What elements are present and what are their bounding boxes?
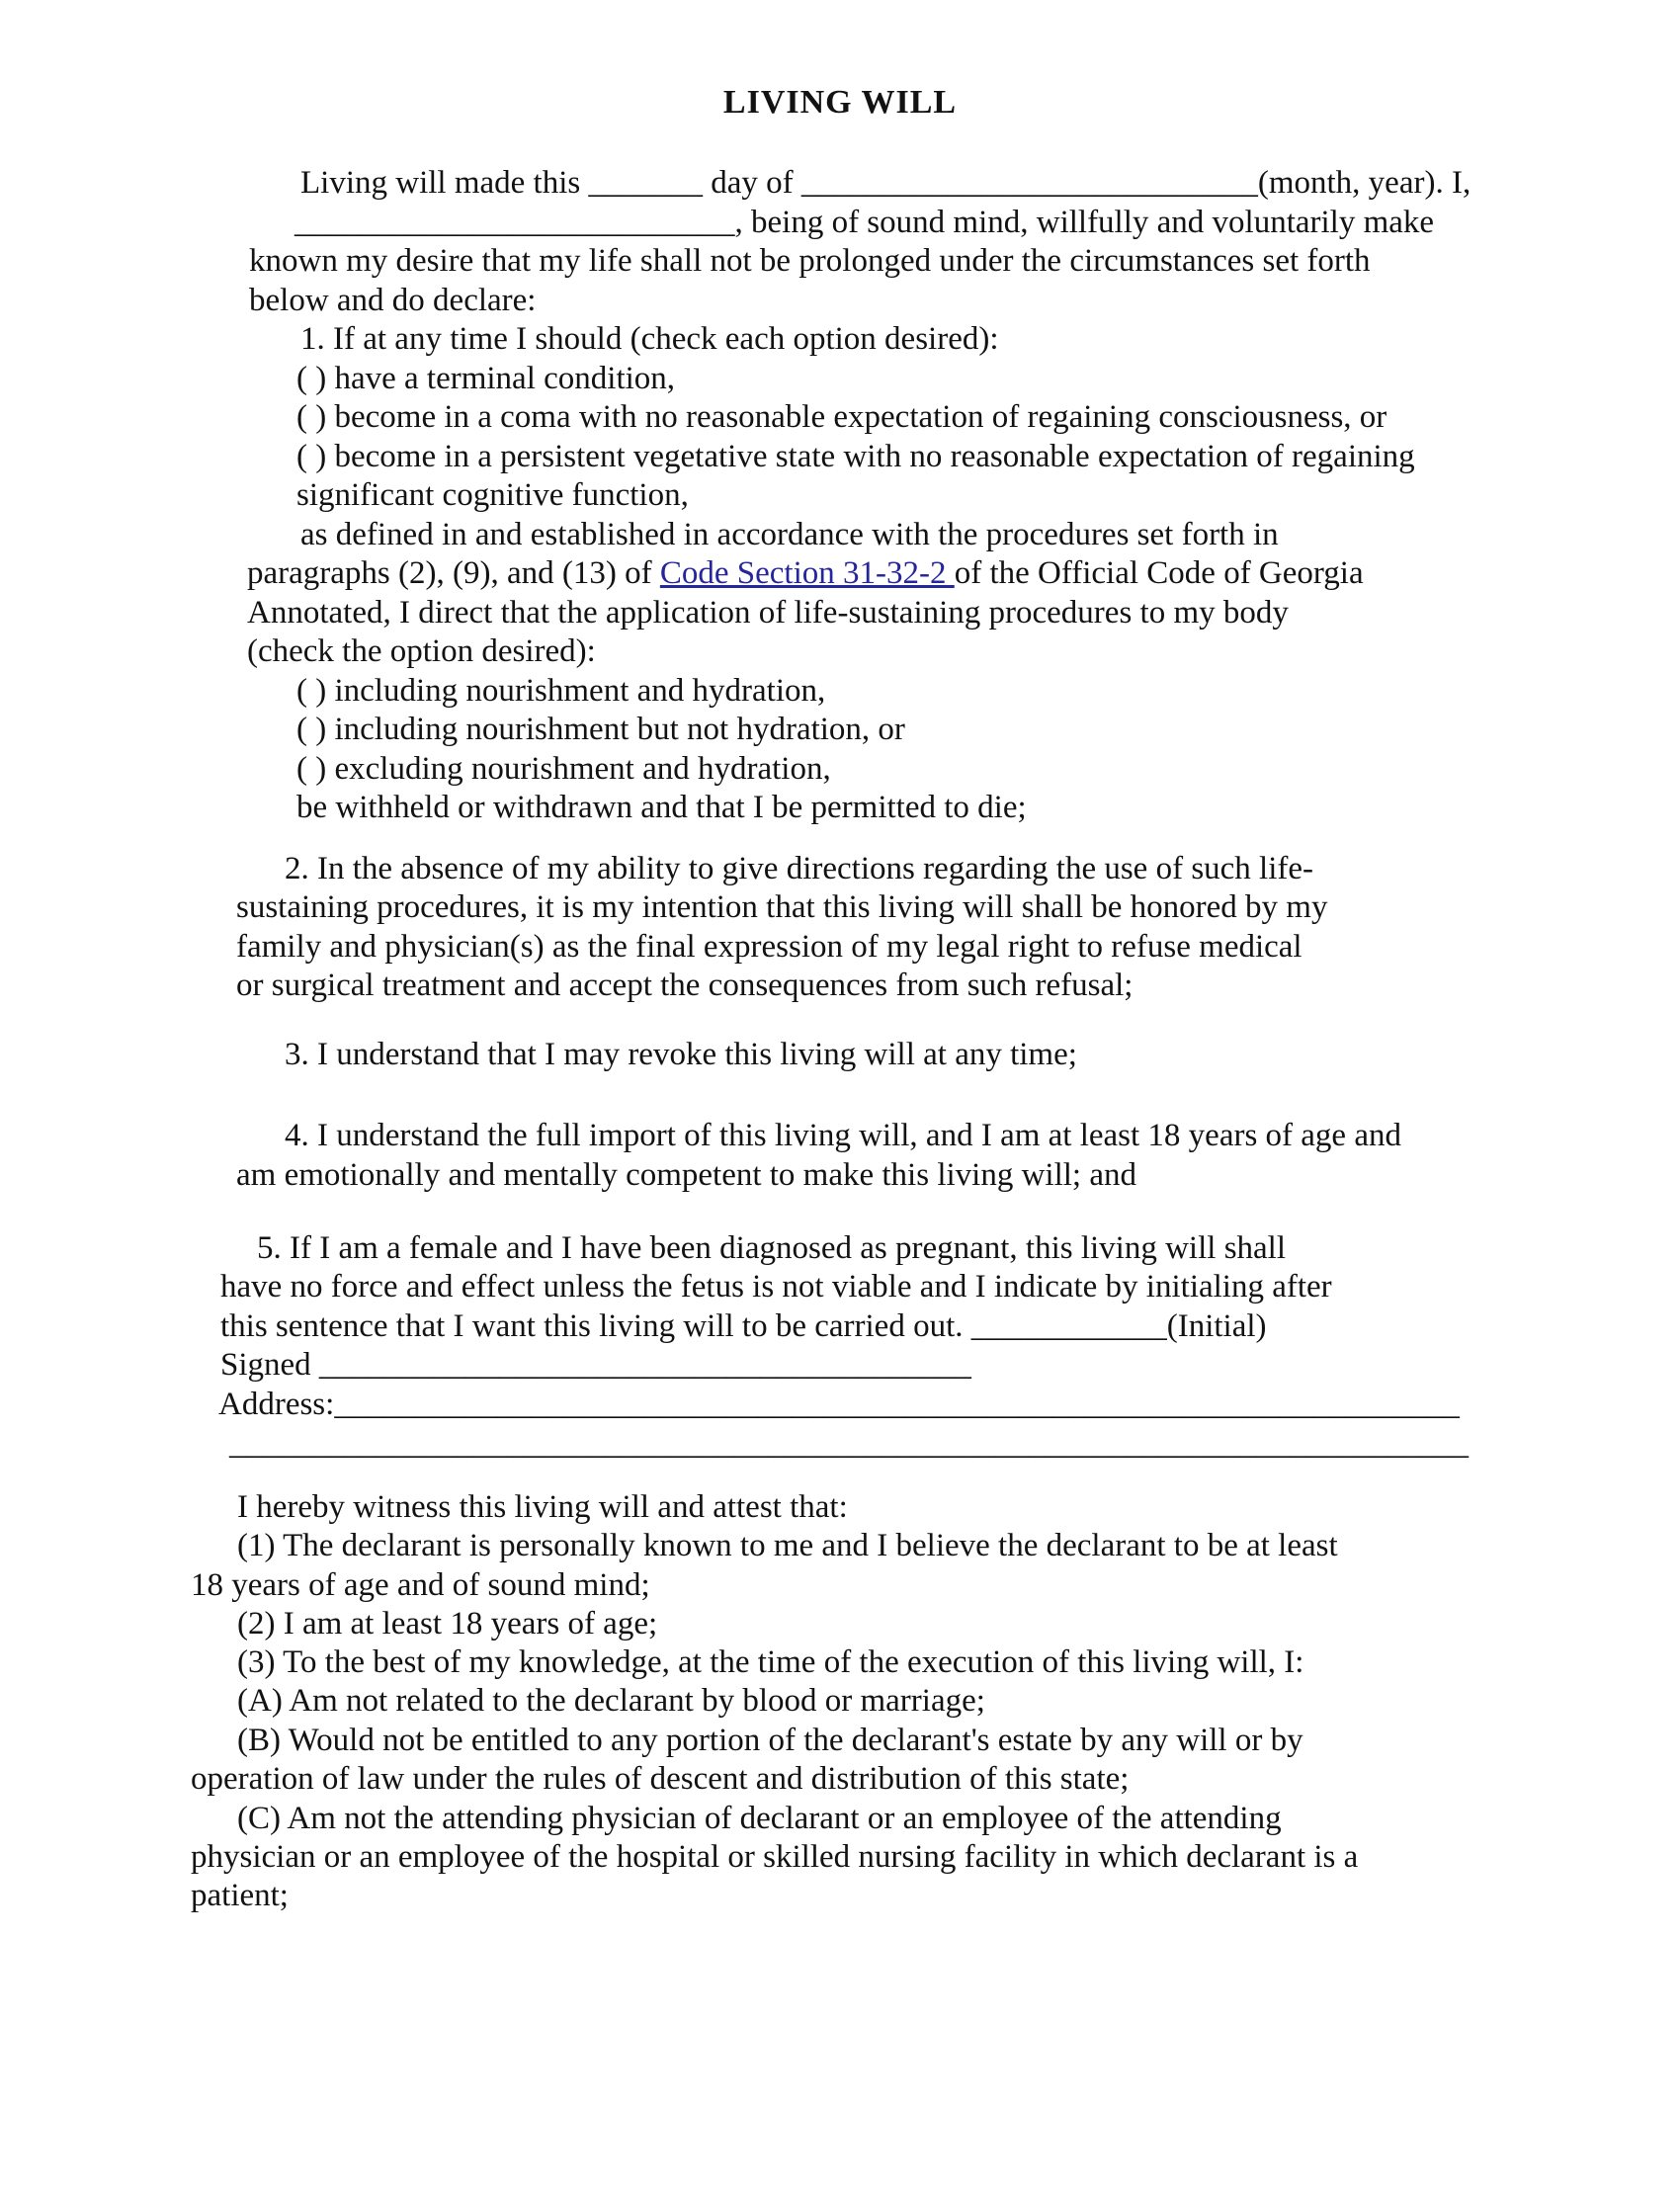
line-witness-3b2: operation of law under the rules of descent and distribution of this state;: [191, 1761, 1130, 1797]
option-terminal-condition: ( ) have a terminal condition,: [296, 361, 676, 396]
line-item1-header: 1. If at any time I should (check each option desired):: [300, 321, 999, 357]
line-item5-2: have no force and effect unless the fetus is not viable and I indicate by initialing after: [220, 1269, 1332, 1305]
line-item4-2: am emotionally and mentally competent to make this living will; and: [236, 1157, 1136, 1193]
line-witness-3c2: physician or an employee of the hospital or skilled nursing facility in which declarant is a: [191, 1839, 1359, 1875]
line-item3: 3. I understand that I may revoke this living will at any time;: [285, 1037, 1077, 1072]
line-witness-1a: (1) The declarant is personally known to me and I believe the declarant to be at least: [237, 1528, 1338, 1563]
line-item2-1: 2. In the absence of my ability to give directions regarding the use of such life-: [285, 851, 1314, 886]
line-code-reference: [247, 553, 1364, 593]
code-reference-pre: paragraphs (2), (9), and (13) of: [247, 555, 660, 591]
option-excluding-nourishment: ( ) excluding nourishment and hydration,: [296, 751, 831, 787]
option-nourishment-and-hydration: ( ) including nourishment and hydration,: [296, 673, 826, 709]
line-witness-3: (3) To the best of my knowledge, at the time of the execution of this living will, I:: [237, 1644, 1304, 1680]
line-witness-2: (2) I am at least 18 years of age;: [237, 1606, 658, 1642]
option-vegetative-state-cont: significant cognitive function,: [296, 477, 689, 513]
line-annotated: Annotated, I direct that the application of life-sustaining procedures to my body: [247, 595, 1289, 631]
line-as-defined: as defined in and established in accordance with the procedures set forth in: [300, 517, 1279, 552]
line-witness-3a: (A) Am not related to the declarant by blood or marriage;: [237, 1683, 985, 1719]
line-address-blank: Address:_____________________________________________________________________: [218, 1387, 1460, 1422]
line-be-withheld: be withheld or withdrawn and that I be permitted to die;: [296, 790, 1027, 825]
line-witness-3b1: (B) Would not be entitled to any portion of the declarant's estate by any will or by: [237, 1723, 1303, 1758]
code-section-link[interactable]: Code Section 31-32-2: [659, 555, 955, 591]
line-item2-4: or surgical treatment and accept the consequences from such refusal;: [236, 968, 1134, 1003]
line-item2-3: family and physician(s) as the final expression of my legal right to refuse medical: [236, 929, 1302, 965]
line-made-this-day: Living will made this _______ day of ____________________________(month, year). I,: [300, 165, 1471, 201]
line-known-my-desire: known my desire that my life shall not be prolonged under the circumstances set forth: [249, 243, 1371, 279]
line-item5-1: 5. If I am a female and I have been diagnosed as pregnant, this living will shall: [257, 1230, 1287, 1266]
option-nourishment-not-hydration: ( ) including nourishment but not hydration, or: [296, 712, 905, 747]
line-item5-initial-blank: this sentence that I want this living will to be carried out. ____________(Initial): [220, 1308, 1267, 1344]
option-coma: ( ) become in a coma with no reasonable expectation of regaining consciousness, or: [296, 399, 1387, 435]
line-item2-2: sustaining procedures, it is my intention that this living will shall be honored by my: [236, 889, 1328, 925]
line-witness-intro: I hereby witness this living will and attest that:: [237, 1489, 848, 1525]
line-below-and-declare: below and do declare:: [249, 283, 537, 318]
line-witness-3c3: patient;: [191, 1878, 289, 1913]
option-vegetative-state: ( ) become in a persistent vegetative state with no reasonable expectation of regaining: [296, 439, 1415, 474]
line-witness-1b: 18 years of age and of sound mind;: [191, 1567, 650, 1603]
line-item4-1: 4. I understand the full import of this living will, and I am at least 18 years of age and: [285, 1118, 1401, 1153]
line-witness-3c1: (C) Am not the attending physician of declarant or an employee of the attending: [237, 1801, 1282, 1836]
code-reference-post: of the Official Code of Georgia: [954, 555, 1364, 591]
line-declarant-name-blank: ___________________________, being of sound mind, willfully and voluntarily make: [294, 205, 1435, 240]
line-check-option: (check the option desired):: [247, 633, 596, 669]
signature-rule-line: ____________________________________________________________________________: [229, 1426, 1469, 1462]
page-title: LIVING WILL: [722, 84, 958, 121]
line-signed-blank: Signed ________________________________________: [220, 1347, 971, 1383]
